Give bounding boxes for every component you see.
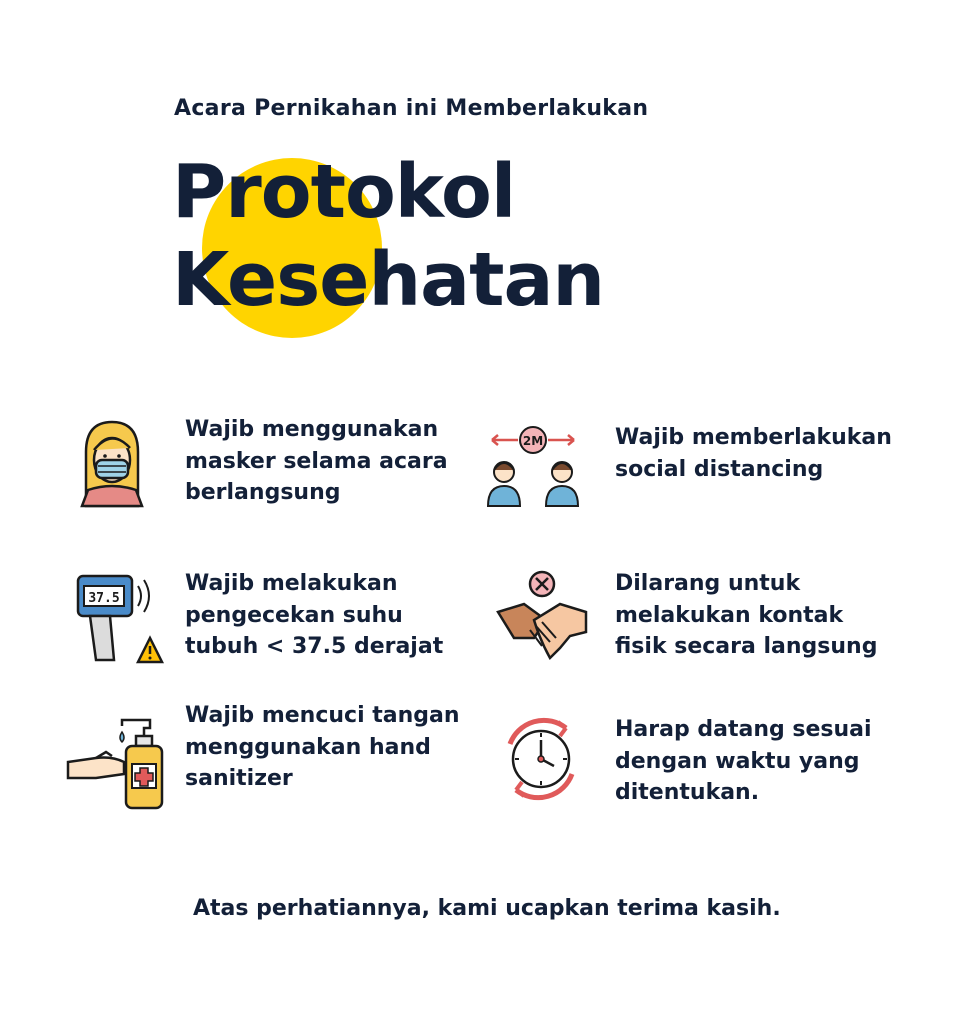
page-title bbox=[172, 148, 604, 324]
rule-line: fisik secara langsung bbox=[615, 634, 878, 659]
rule-line: Dilarang untuk bbox=[615, 571, 801, 596]
title-line-2: Kesehatan bbox=[172, 237, 605, 323]
rule-line: melakukan kontak bbox=[615, 602, 844, 628]
rule-contact-text bbox=[615, 568, 877, 663]
rule-line: dengan waktu yang bbox=[615, 748, 860, 774]
rule-line: Wajib melakukan bbox=[185, 571, 398, 596]
social-distancing-icon bbox=[484, 416, 582, 510]
face-mask-icon bbox=[78, 418, 146, 508]
no-handshake-icon bbox=[494, 568, 590, 666]
thermometer-gun-icon bbox=[68, 572, 164, 666]
rule-time-text bbox=[615, 714, 872, 809]
rule-line: pengecekan suhu bbox=[185, 602, 403, 628]
rule-line: masker selama acara bbox=[185, 448, 448, 474]
rule-line: ditentukan. bbox=[615, 780, 760, 805]
rule-line: Wajib menggunakan bbox=[185, 417, 439, 442]
title-line-1: Protokol bbox=[172, 149, 516, 235]
thermometer-display: 37.5 bbox=[88, 591, 120, 606]
rule-line: social distancing bbox=[615, 456, 824, 482]
distance-badge: 2M bbox=[522, 434, 544, 448]
rule-distancing-text bbox=[615, 422, 892, 485]
rule-line: menggunakan hand bbox=[185, 734, 431, 760]
rule-temperature-text bbox=[185, 568, 443, 663]
rule-line: Wajib mencuci tangan bbox=[185, 703, 460, 728]
rule-mask-text bbox=[185, 414, 448, 509]
rule-line: Wajib memberlakukan bbox=[615, 425, 892, 450]
rule-line: berlangsung bbox=[185, 480, 341, 505]
hand-sanitizer-icon bbox=[66, 716, 164, 812]
rule-sanitizer-text bbox=[185, 700, 460, 795]
rule-line: sanitizer bbox=[185, 766, 293, 791]
footer-thanks: Atas perhatiannya, kami ucapkan terima kasih. bbox=[193, 896, 781, 921]
rule-line: tubuh < 37.5 derajat bbox=[185, 634, 444, 659]
subtitle: Acara Pernikahan ini Memberlakukan bbox=[174, 96, 649, 121]
rule-line: Harap datang sesuai bbox=[615, 717, 872, 742]
clock-icon bbox=[496, 714, 586, 804]
